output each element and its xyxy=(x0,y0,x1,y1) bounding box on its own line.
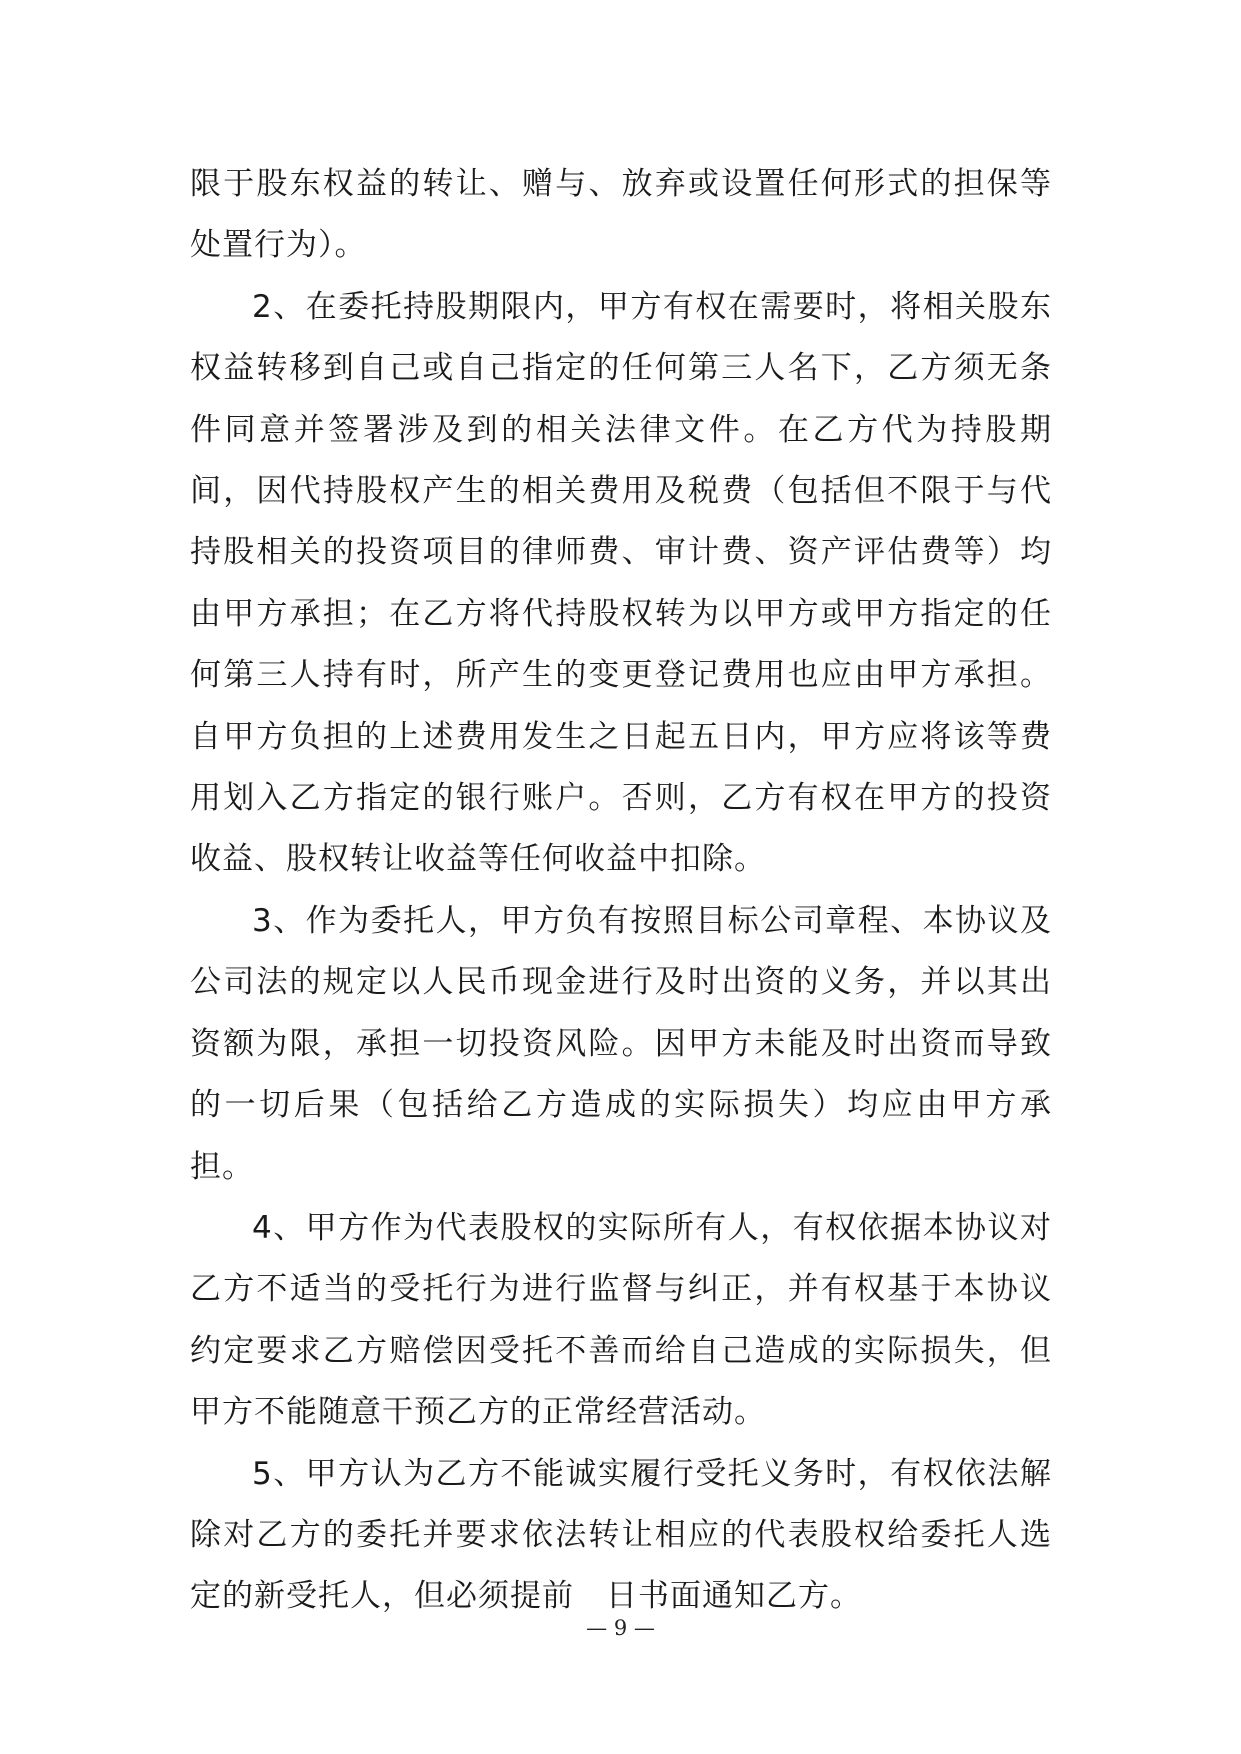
page-number: — 9 — xyxy=(586,1616,655,1640)
paragraph-clause-4: 4、甲方作为代表股权的实际所有人，有权依据本协议对乙方不适当的受托行为进行监督与纠正，并有权基于本协议约定要求乙方赔偿因受托不善而给自己造成的实际损失，但甲方不能随意干预乙方的正常经营活动。 xyxy=(190,1209,1052,1431)
paragraph-clause-5: 5、甲方认为乙方不能诚实履行受托义务时，有权依法解除对乙方的委托并要求依法转让相应的代表股权给委托人选定的新受托人，但必须提前 日书面通知乙方。 xyxy=(190,1455,1052,1615)
paragraph-clause-2: 2、在委托持股期限内，甲方有权在需要时，将相关股东权益转移到自己或自己指定的任何第三人名下，乙方须无条件同意并签署涉及到的相关法律文件。在乙方代为持股期间，因代持股权产生的相关费用及税费（包括但不限于与代持股相关的投资项目的律师费、审计费、资产评估费等）均由甲方承担；在乙方将代持股权转为以甲方或甲方指定的任何第三人持有时，所产生的变更登记费用也应由甲方承担。自甲方负担的上述费用发生之日起五日内，甲方应将该等费用划入乙方指定的银行账户。否则，乙方有权在甲方的投资收益、股权转让收益等任何收益中扣除。 xyxy=(190,288,1052,878)
paragraph-clause-3: 3、作为委托人，甲方负有按照目标公司章程、本协议及公司法的规定以人民币现金进行及时出资的义务，并以其出资额为限，承担一切投资风险。因甲方未能及时出资而导致的一切后果（包括给乙方造成的实际损失）均应由甲方承担。 xyxy=(190,902,1052,1185)
document-body xyxy=(190,154,1052,1628)
paragraph-continuation: 限于股东权益的转让、赠与、放弃或设置任何形式的担保等处置行为）。 xyxy=(190,166,1052,264)
